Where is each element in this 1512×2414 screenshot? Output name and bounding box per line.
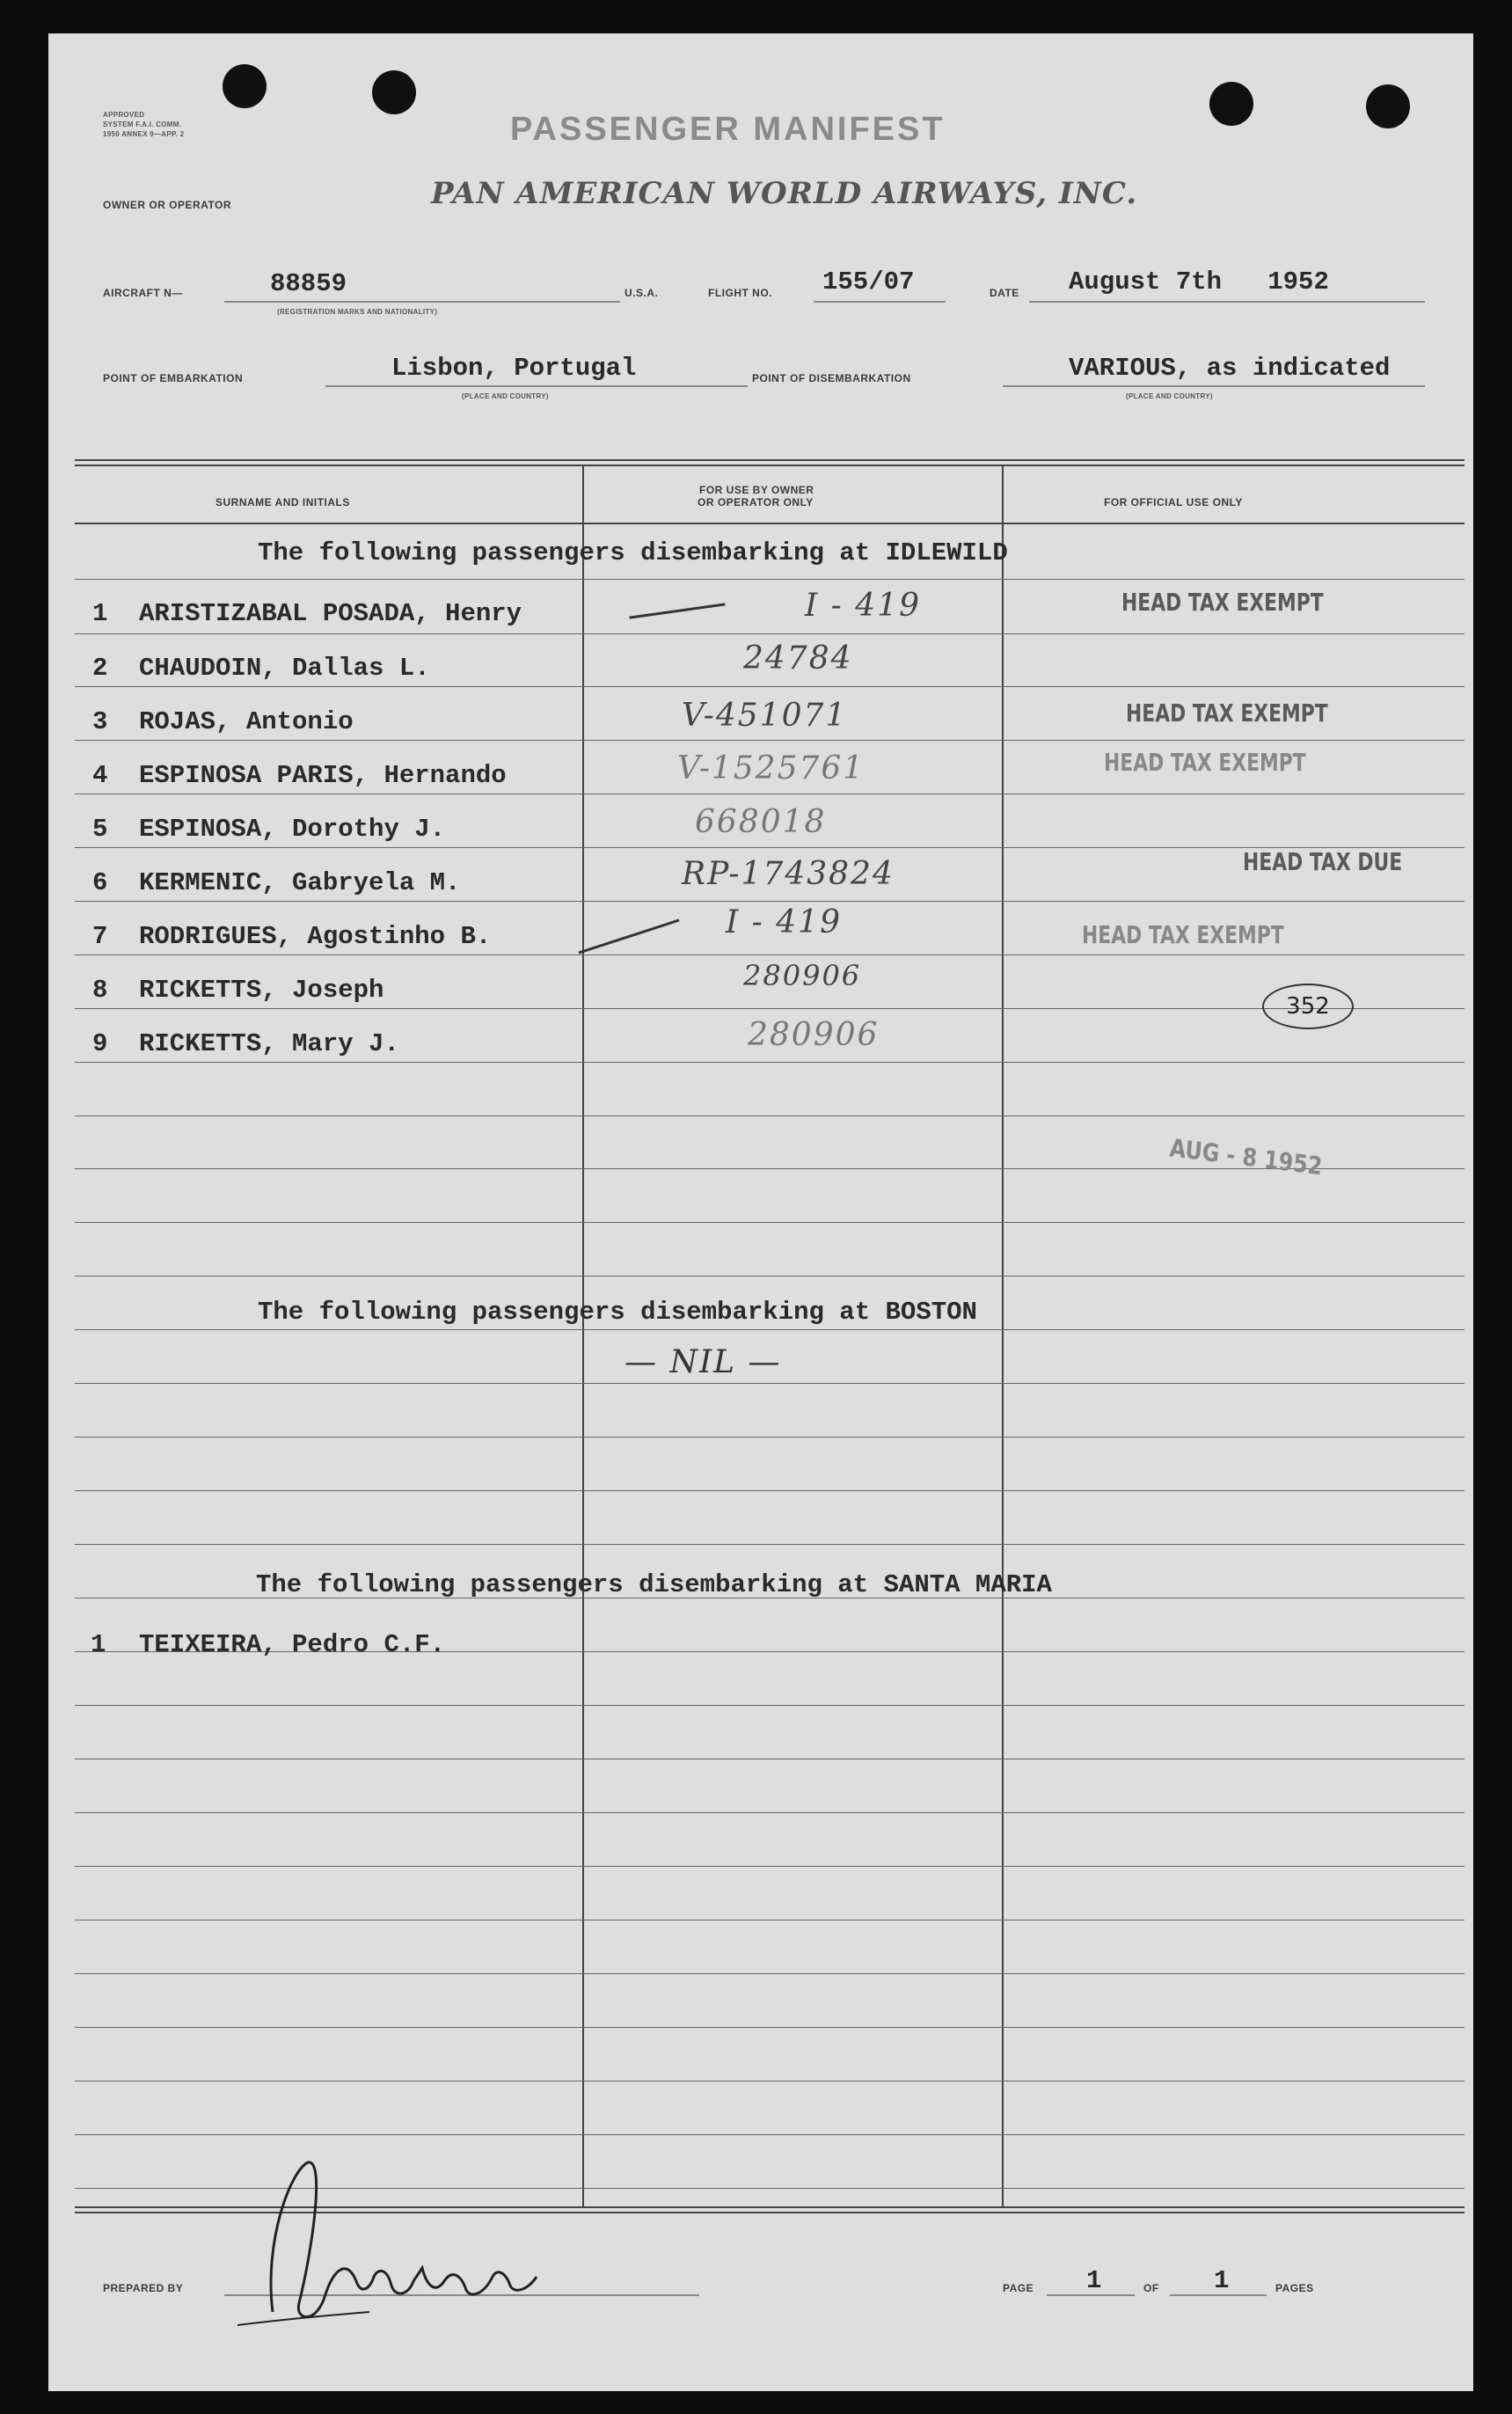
passenger-number: 3 — [92, 707, 108, 736]
official-stamp: HEAD TAX EXEMPT — [1104, 748, 1306, 777]
punch-hole — [372, 70, 416, 114]
passenger-name: RICKETTS, Joseph — [139, 976, 384, 1005]
aircraft-value: 88859 — [270, 269, 347, 298]
passenger-name: TEIXEIRA, Pedro C.F. — [139, 1630, 446, 1659]
passenger-name: ESPINOSA PARIS, Hernando — [139, 761, 507, 790]
passenger-number: 4 — [92, 761, 108, 790]
flight-value: 155/07 — [822, 267, 915, 296]
owner-value: PAN AMERICAN WORLD AIRWAYS, INC. — [431, 176, 1138, 211]
of-label: OF — [1143, 2282, 1159, 2294]
approval-line: 1950 ANNEX 9—APP. 2 — [103, 130, 185, 138]
flight-label: FLIGHT NO. — [708, 287, 772, 299]
prepared-by-label: PREPARED BY — [103, 2282, 184, 2294]
aircraft-label: AIRCRAFT N— — [103, 287, 183, 299]
official-stamp: HEAD TAX DUE — [1243, 847, 1403, 876]
passenger-reference: 280906 — [748, 1017, 880, 1053]
official-stamp: HEAD TAX EXEMPT — [1126, 699, 1328, 728]
check-mark — [578, 919, 679, 955]
column-divider — [582, 466, 584, 2206]
disembarkation-value: VARIOUS, as indicated — [1069, 354, 1391, 383]
section-header-boston: The following passengers disembarking at BOSTON — [258, 1298, 977, 1327]
embarkation-caption: (PLACE AND COUNTRY) — [462, 392, 549, 400]
passenger-reference: I - 419 — [805, 588, 921, 624]
column-header-official: FOR OFFICIAL USE ONLY — [1104, 496, 1243, 508]
approval-line: SYSTEM F.A.I. COMM. — [103, 121, 182, 128]
column-header-operator: FOR USE BY OWNER — [699, 484, 814, 496]
owner-label: OWNER OR OPERATOR — [103, 199, 232, 211]
passenger-number: 9 — [92, 1029, 108, 1058]
passenger-reference: 24784 — [743, 640, 853, 677]
passenger-reference: 668018 — [695, 804, 827, 840]
punch-hole — [223, 64, 267, 108]
official-stamp: HEAD TAX EXEMPT — [1121, 588, 1324, 617]
disembarkation-caption: (PLACE AND COUNTRY) — [1126, 392, 1213, 400]
official-number-stamp: 352 — [1262, 984, 1354, 1029]
date-stamp: AUG - 8 1952 — [1168, 1133, 1324, 1181]
passenger-number: 2 — [92, 654, 108, 683]
aircraft-caption: (REGISTRATION MARKS AND NATIONALITY) — [277, 308, 438, 316]
embarkation-value: Lisbon, Portugal — [391, 354, 637, 383]
section-header-santa-maria: The following passengers disembarking at SANTA MARIA — [256, 1570, 1052, 1599]
column-header-surname: SURNAME AND INITIALS — [215, 496, 350, 508]
page-label: PAGE — [1003, 2282, 1034, 2294]
passenger-number: 1 — [92, 599, 108, 628]
approval-line: APPROVED — [103, 111, 145, 119]
manifest-sheet — [48, 33, 1473, 2391]
passenger-name: KERMENIC, Gabryela M. — [139, 868, 461, 897]
column-header-operator: OR OPERATOR ONLY — [698, 496, 814, 508]
column-divider — [1002, 466, 1004, 2206]
passenger-number: 6 — [92, 868, 108, 897]
passenger-name: RICKETTS, Mary J. — [139, 1029, 399, 1058]
passenger-name: ROJAS, Antonio — [139, 707, 354, 736]
signature-icon — [237, 2136, 625, 2338]
punch-hole — [1366, 84, 1410, 128]
page-total: 1 — [1214, 2266, 1230, 2295]
date-label: DATE — [990, 287, 1019, 299]
page-title: PASSENGER MANIFEST — [510, 111, 946, 148]
passenger-number: 5 — [92, 815, 108, 844]
passenger-reference: V-451071 — [682, 698, 848, 734]
passenger-number: 7 — [92, 922, 108, 951]
page-number: 1 — [1086, 2266, 1102, 2295]
passenger-name: CHAUDOIN, Dallas L. — [139, 654, 430, 683]
nil-entry: — NIL — — [625, 1344, 782, 1380]
passenger-reference: I - 419 — [726, 904, 842, 940]
passenger-reference: V-1525761 — [677, 750, 866, 786]
passenger-reference: 280906 — [743, 959, 862, 992]
usa-label: U.S.A. — [625, 287, 659, 299]
passenger-reference: RP-1743824 — [682, 856, 895, 892]
passenger-name: ARISTIZABAL POSADA, Henry — [139, 599, 522, 628]
disembarkation-label: POINT OF DISEMBARKATION — [752, 372, 911, 384]
punch-hole — [1209, 82, 1253, 126]
passenger-name: RODRIGUES, Agostinho B. — [139, 922, 492, 951]
passenger-number: 1 — [91, 1630, 106, 1659]
passenger-number: 8 — [92, 976, 108, 1005]
section-header-idlewild: The following passengers disembarking at IDLEWILD — [258, 538, 1008, 567]
official-stamp: HEAD TAX EXEMPT — [1082, 920, 1284, 949]
pages-label: PAGES — [1275, 2282, 1314, 2294]
date-value: August 7th 1952 — [1069, 267, 1329, 296]
check-mark — [629, 603, 725, 618]
passenger-name: ESPINOSA, Dorothy J. — [139, 815, 446, 844]
embarkation-label: POINT OF EMBARKATION — [103, 372, 244, 384]
